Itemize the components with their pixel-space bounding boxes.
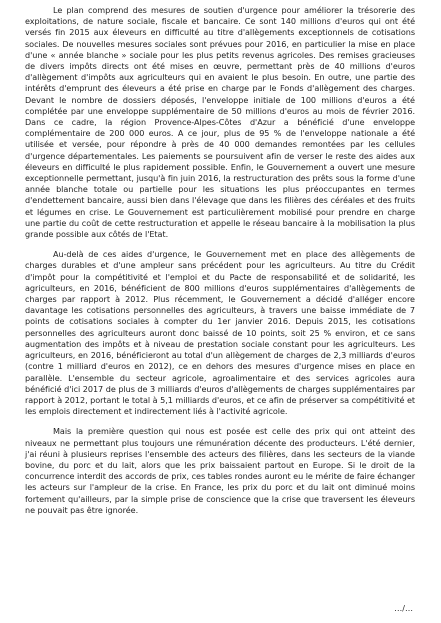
paragraph-emergency-measures: Le plan comprend des mesures de soutien d'urgence pour améliorer la trésorerie des exploitations, de nature sociale, fiscale et bancaire. Ce sont 140 millions d'euros qui ont été versés fin 2015 aux éleveurs en difficulté au titre d'allègements exceptionnels de cotisations sociales. De nouvelles mesures sociales sont prévues pour 2016, en particulier la mise en place d'une « année blanche » sociale pour les plus petits revenus agricoles. Des remises gracieuses de divers impôts directs ont été mises en œuvre, permettant près de 40 millions d'euros d'allègement d'impôts aux agriculteurs qui en avaient le plus besoin. En outre, une partie des intérêts d'emprunt des éleveurs a été prise en charge par le Fonds d'allègement des charges. Devant le nombre de dossiers déposés, l'enveloppe initiale de 100 millions d'euros a été complétée par une enveloppe supplémentaire de 50 millions d'euros au mois de février 2016. Dans ce cadre, la région Provence-Alpes-Côtes d'Azur a bénéficié d'une enveloppe complémentaire de 200 000 euros. A ce jour, plus de 95 % de l'enveloppe nationale a été utilisée et versée, pour répondre à près de 40 000 demandes remontées par les cellules d'urgence départementales. Les paiements se poursuivent afin de verser le reste des aides aux éleveurs en difficulté le plus rapidement possible. Enfin, le Gouvernement a ouvert une mesure exceptionnelle permettant, jusqu'à fin juin 2016, la restructuration des prêts sous la forme d'une année blanche totale ou partielle pour les situations les plus préoccupantes en termes d'endettement bancaire, aussi bien dans l'élevage que dans les filières des céréales et des fruits et légumes en crise. Le Gouvernement est particulièrement mobilisé pour prendre en charge une partie du coût de cette restructuration et appelle le réseau bancaire à la mobilisation la plus grande possible aux côtés de l'Etat. xyxy=(25,5,415,240)
paragraph-charge-reductions: Au-delà de ces aides d'urgence, le Gouvernement met en place des allègements de charges durables et d'une ampleur sans précédent pour les agriculteurs. Au titre du Crédit d'impôt pour la compétitivité et l'emploi et du Pacte de responsabilité et de solidarité, les agriculteurs, en 2016, bénéficient de 800 millions d'euros supplémentaires d'allègements de charges par rapport à 2012. Plus récemment, le Gouvernement a décidé d'alléger encore davantage les cotisations personnelles des agriculteurs, à travers une baisse immédiate de 7 points de cotisations sociales à compter du 1er janvier 2016. Depuis 2015, les cotisations personnelles des agriculteurs auront donc baissé de 10 points, soit 25 % environ, et ce sans augmentation des impôts et à niveau de prestation sociale constant pour les agriculteurs. Les agriculteurs, en 2016, bénéficieront au total d'un allègement de charges de 2,3 milliards d'euros (contre 1 milliard d'euros en 2012), ce en dehors des mesures d'urgence mises en place en parallèle. L'ensemble du secteur agricole, agroalimentaire et des services agricoles aura bénéficié d'ici 2017 de plus de 3 milliards d'euros d'allègements de charges supplémentaires par rapport à 2012, portant le total à 5,1 milliards d'euros, et ce afin de préserver sa compétitivité et les emplois directement et indirectement liés à l'activité agricole. xyxy=(25,249,415,417)
continuation-marker: …/… xyxy=(394,604,413,613)
paragraph-prices-question: Mais la première question qui nous est posée est celle des prix qui ont atteint des niveaux ne permettant plus toujours une rémunération décente des producteurs. L'été dernier, j'ai réuni à plusieurs reprises l'ensemble des acteurs des filières, dans les secteurs de la viande bovine, du porc et du lait, alors que les prix baissaient partout en Europe. Si le droit de la concurrence interdit des accords de prix, ces tables rondes auront eu le mérite de faire échanger les acteurs sur l'ampleur de la crise. En France, les prix du porc et du lait ont diminué moins fortement qu'ailleurs, par la simple prise de conscience que la crise que traversent les éleveurs ne pouvait pas être ignorée. xyxy=(25,426,415,515)
